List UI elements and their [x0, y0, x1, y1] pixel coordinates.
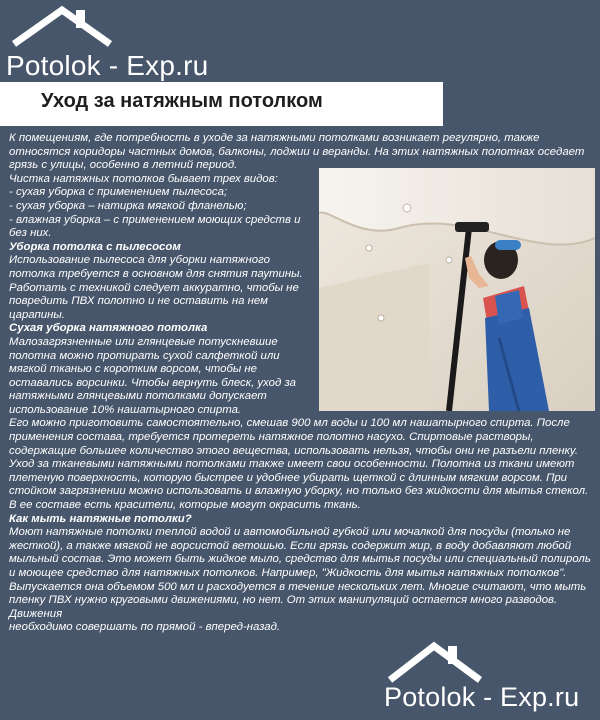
section-heading-dry: Сухая уборка натяжного потолка — [9, 322, 208, 335]
types-item-1: - сухая уборка с применением пылесоса; — [9, 186, 228, 199]
types-intro: Чистка натяжных потолков бывает трех видов: — [9, 172, 278, 185]
site-logo-bottom[interactable] — [384, 640, 600, 720]
intro-paragraph: К помещениям, где потребность в уходе за натяжными потолками возникает регулярно, также относятся коридоры частных домов, балконы, лоджии и веранды. На этих натяжных полотнах оседает грязь с улицы, особенно в летний период. — [9, 132, 585, 172]
section-text-dry-continued: Его можно приготовить самостоятельно, смешав 900 мл воды и 100 мл нашатырного спирта. После применения состава, требуется протереть натяжное полотно насухо. Спиртовые растворы, содержащие большее количество этого вещества, использовать нельзя, чтобы они не разъели пленку. — [9, 417, 579, 457]
page-title: Уход за натяжным потолком — [41, 90, 323, 112]
section-text-fabric: Уход за тканевыми натяжными потолками также имеет свои особенности. Полотна из ткани имеют плетеную поверхность, которую быстрее и удобнее убирать щеткой с длинным мягким ворсом. При стойком загрязнении можно использовать и влажную уборку, но только без жидкости для мытья стекол. В ее составе есть красители, которые могут окрасить ткань. — [9, 458, 589, 512]
narrow-column — [9, 173, 315, 418]
house-roof-icon — [384, 640, 584, 684]
section-text-wash-end: необходимо совершать по прямой - вперед-назад. — [9, 621, 281, 634]
section-text-wash: Моют натяжные потолки теплой водой и автомобильной губкой или мочалкой для посуды (только не жесткой), а также мягкой не ворсистой ветошью. Если грязь содержит жир, в воду добавляют любой мыльный состав. Это может быть жидкое мыло, средство для мытья посуды или специальный полироль и моющее средство для натяжных потолков. Например, "Жидкость для мытья натяжных потолков". Выпускается она объемом 500 мл и расходуется в течение нескольких лет. Многие считают, что мыть пленку ПВХ нужно круговыми движениями, но нет. От этих манипуляций остается много разводов. Движения — [9, 526, 591, 620]
section-heading-vacuum: Уборка потолка с пылесосом — [9, 240, 181, 253]
section-text-vacuum: Использование пылесоса для уборки натяжного потолка требуется в основном для снятия паутины. Работать с техникой следует аккуратно, чтобы не повредить ПВХ полотно и не оставить на нем царапины. — [9, 254, 303, 321]
site-logo-text: Potolok - Exp.ru — [6, 50, 209, 81]
site-logo-text-bottom: Potolok - Exp.ru — [384, 682, 580, 712]
section-heading-wash: Как мыть натяжные потолки? — [9, 512, 192, 525]
types-item-2: - сухая уборка – натирка мягкой фланелью; — [9, 199, 247, 212]
section-text-dry: Малозагрязненные или глянцевые потускневшие полотна можно протирать сухой салфеткой или мягкой тканью с коротким ворсом, чтобы не оставались ворсинки. Чтобы вернуть блеск, уход за натяжными глянцевыми потолками допускает использование 10% нашатырного спирта. — [9, 335, 296, 416]
house-roof-icon — [10, 4, 120, 50]
types-item-3: - влажная уборка – с применением моющих средств и без них. — [9, 213, 301, 240]
title-bar — [0, 82, 443, 126]
article-body — [9, 132, 593, 635]
site-logo-top[interactable] — [6, 4, 236, 84]
